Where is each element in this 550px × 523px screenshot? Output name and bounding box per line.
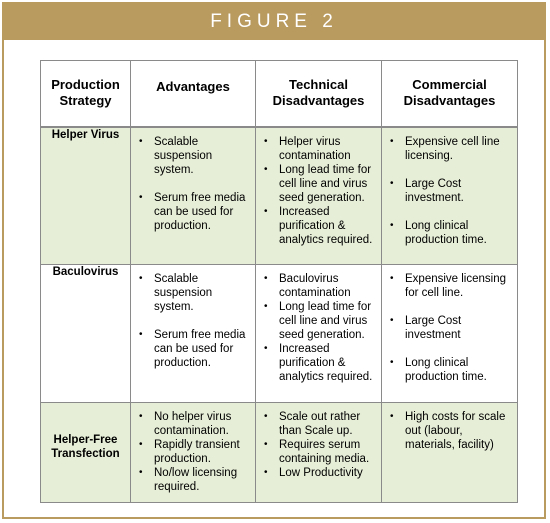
strategy-cell: Helper Virus xyxy=(41,127,131,265)
list-item: • Long lead time for cell line and virus seed generation. xyxy=(264,300,377,342)
commercial-cell xyxy=(382,127,518,265)
list-item: • Low Productivity xyxy=(264,466,377,480)
strategy-cell: Baculovirus xyxy=(41,265,131,403)
table-row xyxy=(41,127,518,265)
list-item: • Increased purification & analytics required. xyxy=(264,342,377,384)
technical-cell xyxy=(256,127,382,265)
list-item: • Scalable suspension system. xyxy=(139,272,251,314)
header-production-strategy: Production Strategy xyxy=(41,61,131,127)
figure-title: FIGURE 2 xyxy=(4,4,544,40)
list-item: • Increased purification & analytics required. xyxy=(264,205,377,247)
list-item: • Long lead time for cell line and virus seed generation. xyxy=(264,163,377,205)
figure-frame xyxy=(2,2,546,519)
list-item: • Scalable suspension system. xyxy=(139,135,251,177)
list-item: • Expensive licensing for cell line. xyxy=(390,272,513,300)
list-item: • No helper virus contamination. xyxy=(139,410,251,438)
list-item: • Requires serum containing media. xyxy=(264,438,377,466)
strategy-cell: Helper-Free Transfection xyxy=(41,403,131,503)
technical-cell xyxy=(256,265,382,403)
advantages-cell xyxy=(131,127,256,265)
list-item: • Serum free media can be used for production. xyxy=(139,191,251,233)
comparison-table xyxy=(40,60,518,503)
list-item: • Helper virus contamination xyxy=(264,135,377,163)
header-row xyxy=(41,61,518,127)
list-item: • Rapidly transient production. xyxy=(139,438,251,466)
advantages-cell xyxy=(131,403,256,503)
table-row xyxy=(41,265,518,403)
header-commercial-disadvantages: Commercial Disadvantages xyxy=(382,61,518,127)
commercial-cell xyxy=(382,265,518,403)
commercial-cell xyxy=(382,403,518,503)
list-item: • Scale out rather than Scale up. xyxy=(264,410,377,438)
list-item: • No/low licensing required. xyxy=(139,466,251,494)
header-technical-disadvantages: Technical Disadvantages xyxy=(256,61,382,127)
list-item: • Serum free media can be used for production. xyxy=(139,328,251,370)
list-item: • Baculovirus contamination xyxy=(264,272,377,300)
list-item: • Large Cost investment xyxy=(390,314,513,342)
advantages-cell xyxy=(131,265,256,403)
list-item: • Long clinical production time. xyxy=(390,219,513,247)
list-item: • Large Cost investment. xyxy=(390,177,513,205)
table-row xyxy=(41,403,518,503)
list-item: • High costs for scale out (labour, materials, facility) xyxy=(390,410,513,452)
list-item: • Expensive cell line licensing. xyxy=(390,135,513,163)
header-advantages: Advantages xyxy=(131,61,256,127)
list-item: • Long clinical production time. xyxy=(390,356,513,384)
technical-cell xyxy=(256,403,382,503)
